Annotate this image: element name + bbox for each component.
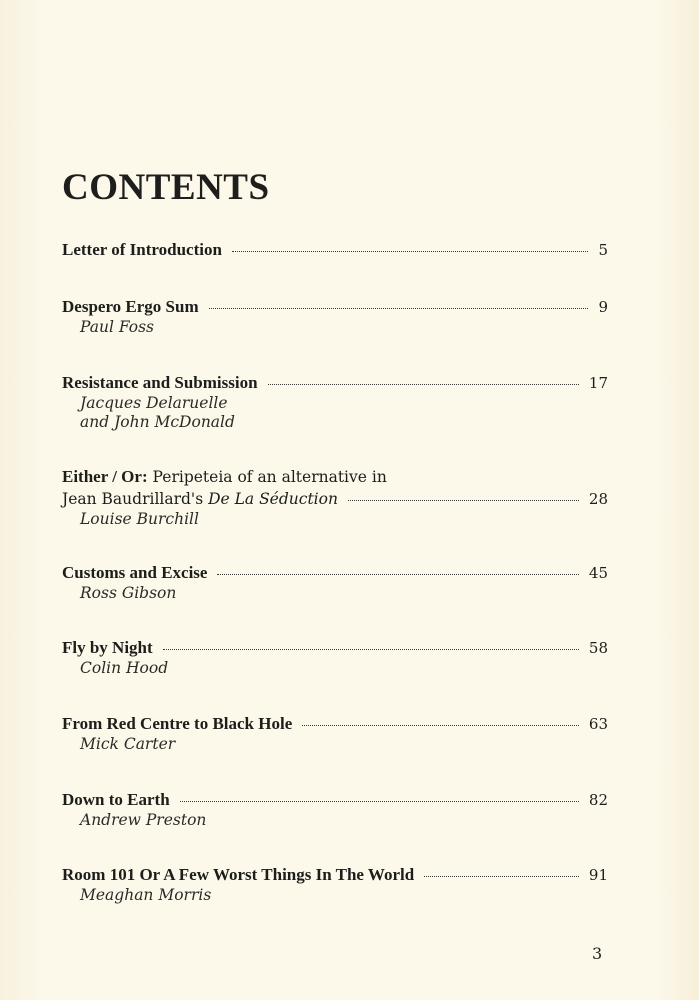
toc-entry — [62, 864, 608, 905]
toc-entry-page: 5 — [598, 241, 608, 259]
toc-entry-title: Fly by Night — [62, 638, 153, 657]
toc-entry-author: Paul Foss — [80, 318, 154, 336]
toc-entry-page: 45 — [588, 564, 608, 582]
toc-entry-author: Louise Burchill — [80, 510, 199, 528]
toc-entry-line — [62, 789, 608, 811]
toc-entry-line — [62, 239, 608, 261]
toc-entry — [62, 637, 608, 678]
toc-entry — [62, 239, 608, 261]
toc-entry — [62, 466, 608, 529]
toc-entry-line — [62, 296, 608, 318]
toc-entry-title-rest: Peripeteia of an alternative in — [147, 468, 387, 486]
toc-entry-title: Resistance and Submission — [62, 373, 258, 392]
toc-entry-line — [62, 466, 608, 488]
toc-entry-page: 28 — [588, 490, 608, 508]
toc-entry — [62, 372, 608, 432]
dot-leader — [268, 384, 579, 385]
dot-leader — [209, 308, 589, 309]
toc-entry-author: Jacques Delaruelle — [80, 394, 228, 412]
dot-leader — [163, 649, 579, 650]
toc-entry-line — [62, 488, 608, 510]
page-number: 3 — [592, 944, 603, 963]
toc-entry-title-line2: Jean Baudrillard's — [62, 490, 209, 508]
toc-entry-line — [62, 637, 608, 659]
toc-entry-title: Customs and Excise — [62, 563, 208, 582]
toc-entry — [62, 789, 608, 830]
toc-entry-line — [62, 562, 608, 584]
toc-entry-page: 82 — [588, 791, 608, 809]
dot-leader — [302, 725, 579, 726]
toc-entry-author: Meaghan Morris — [80, 886, 212, 904]
toc-entry-page: 58 — [588, 639, 608, 657]
toc-entry-title: Room 101 Or A Few Worst Things In The World — [62, 865, 415, 884]
toc-entry-title: Letter of Introduction — [62, 240, 222, 259]
toc-entry — [62, 296, 608, 337]
toc-entry-page: 63 — [588, 715, 608, 733]
toc-entry-page: 91 — [588, 866, 608, 884]
toc-entry-author: Mick Carter — [80, 735, 176, 753]
toc-entry-title-bold: Either / Or: — [62, 467, 148, 486]
toc-entry-title-italic: De La Séduction — [208, 490, 338, 508]
dot-leader — [232, 251, 589, 252]
toc-entry-title: From Red Centre to Black Hole — [62, 714, 293, 733]
dot-leader — [348, 500, 579, 501]
toc-entry-page: 9 — [598, 298, 608, 316]
toc-entry-author: Colin Hood — [80, 659, 169, 677]
toc-entry-author: and John McDonald — [80, 413, 235, 431]
toc-entry-line — [62, 864, 608, 886]
toc-entry-author: Ross Gibson — [80, 584, 177, 602]
toc-entry — [62, 562, 608, 603]
toc-entry-line — [62, 372, 608, 394]
dot-leader — [217, 574, 578, 575]
dot-leader — [180, 801, 579, 802]
toc-entry-title: Down to Earth — [62, 790, 170, 809]
toc-entry-author: Andrew Preston — [80, 811, 207, 829]
dot-leader — [424, 876, 579, 877]
toc-entry-title: Despero Ergo Sum — [62, 297, 199, 316]
toc-entry-line — [62, 713, 608, 735]
page-title: CONTENTS — [62, 167, 270, 208]
toc-entry-page: 17 — [588, 374, 608, 392]
toc-entry — [62, 713, 608, 754]
